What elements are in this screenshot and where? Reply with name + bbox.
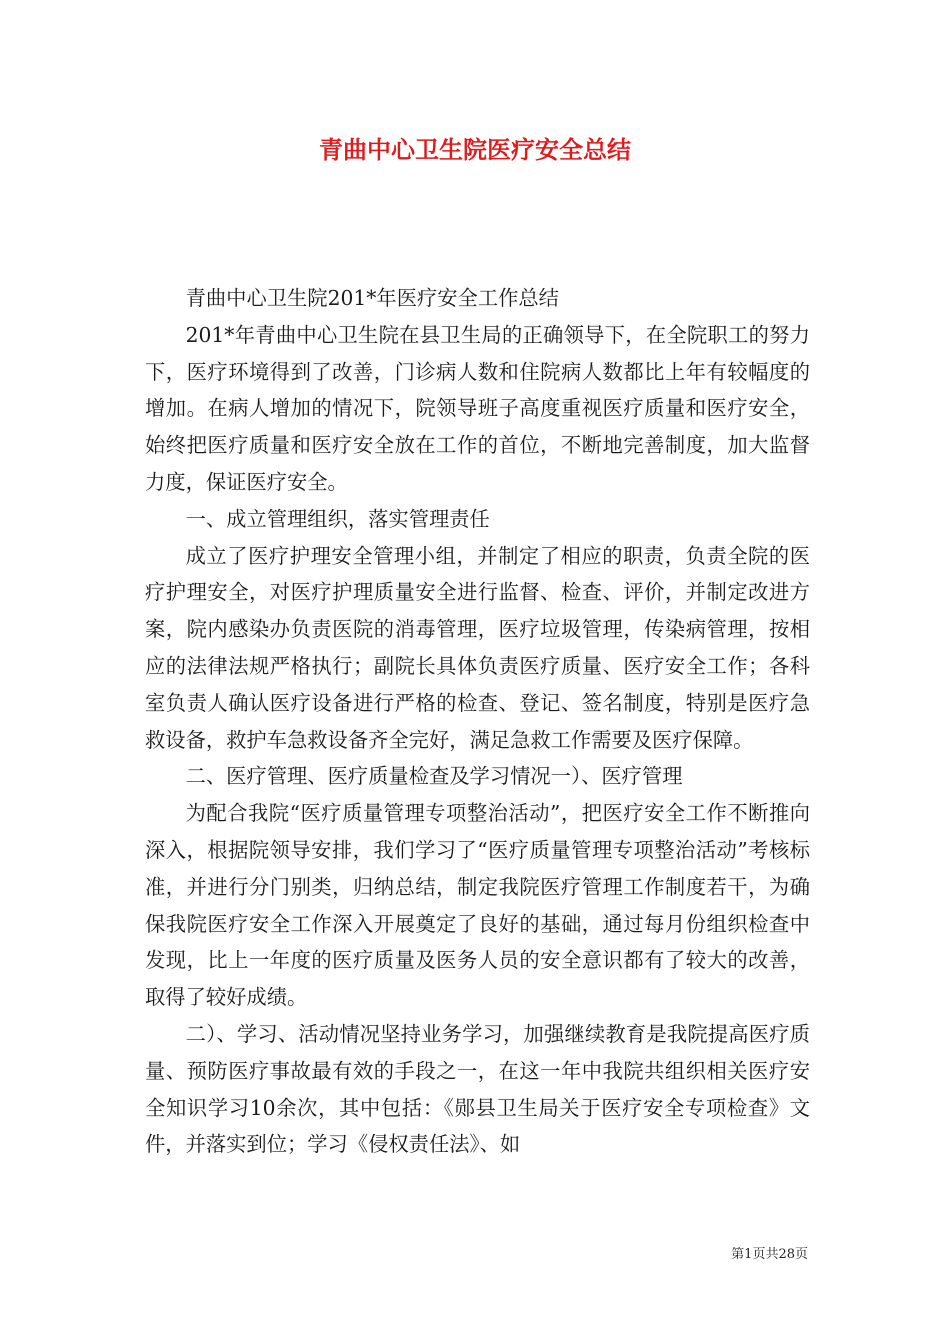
paragraph-section-2: 为配合我院“医疗质量管理专项整治活动”，把医疗安全工作不断推向深入，根据院领导安排，我们学习了“医疗质量管理专项整治活动”考核标准，并进行分门别类，归纳总结，制定我院医疗管理工作制度若干，为确保我院医疗安全工作深入开展奠定了良好的基础，通过每月份组织检查中发现，比上一年度的医疗质量及医务人员的安全意识都有了较大的改善，取得了较好成绩。 [145,801,810,1010]
section-heading-1: 一、成立管理组织，落实管理责任 [185,506,490,531]
section-heading-2: 二、医疗管理、医疗质量检查及学习情况一）、医疗管理 [185,764,683,789]
page-number: 第1页共28页 [731,1247,808,1262]
document-title: 青曲中心卫生院医疗安全总结 [319,135,631,164]
document-body [145,280,810,1163]
paragraph-section-1: 成立了医疗护理安全管理小组，并制定了相应的职责，负责全院的医疗护理安全，对医疗护理质量安全进行监督、检查、评价，并制定改进方案，院内感染办负责医院的消毒管理，医疗垃圾管理，传染病管理，按相应的法律法规严格执行；副院长具体负责医疗质量、医疗安全工作；各科室负责人确认医疗设备进行严格的检查、登记、签名制度，特别是医疗急救设备，救护车急救设备齐全完好，满足急救工作需要及医疗保障。 [145,543,810,752]
paragraph-section-2-sub: 二）、学习、活动情况坚持业务学习，加强继续教育是我院提高医疗质量、预防医疗事故最有效的手段之一，在这一年中我院共组织相关医疗安全知识学习10余次，其中包括：《郧县卫生局关于医疗安全专项检查》文件，并落实到位；学习《侵权责任法》、如 [145,1021,810,1157]
paragraph-intro: 201*年青曲中心卫生院在县卫生局的正确领导下，在全院职工的努力下，医疗环境得到了改善，门诊病人数和住院病人数都比上年有较幅度的增加。在病人增加的情况下，院领导班子高度重视医疗质量和医疗安全，始终把医疗质量和医疗安全放在工作的首位，不断地完善制度，加大监督力度，保证医疗安全。 [145,322,810,494]
paragraph-subtitle: 青曲中心卫生院201*年医疗安全工作总结 [185,286,559,310]
